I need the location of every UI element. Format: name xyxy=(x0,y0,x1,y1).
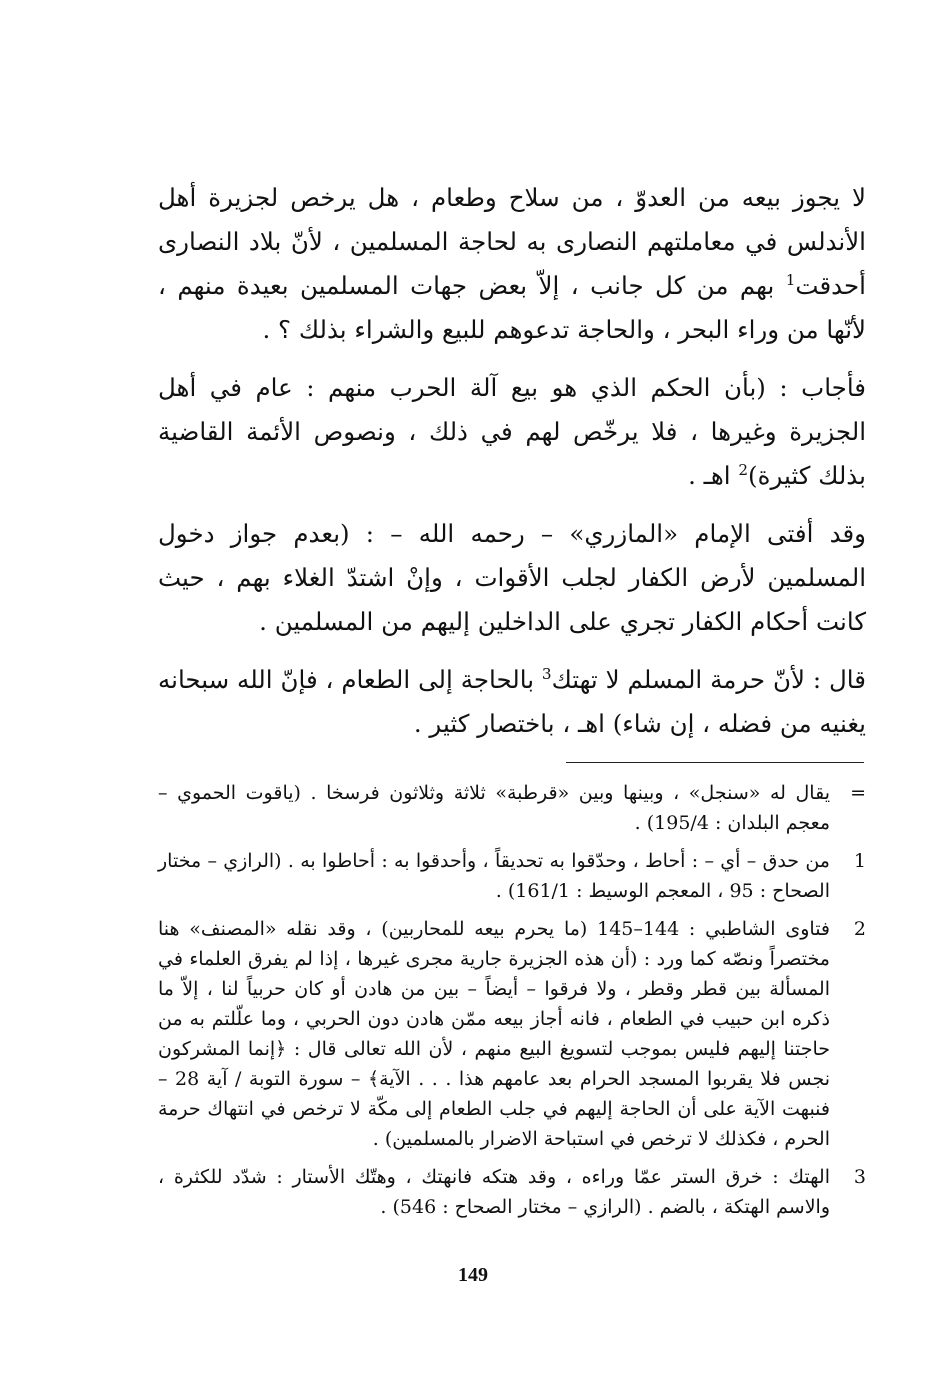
paragraph-2-text: فأجاب : (بأن الحكم الذي هو بيع آلة الحرب منهم : عام في أهل الجزيرة وغيرها ، فلا يرخّص لهم في ذلك ، ونصوص الأئمة القاضية بذلك كثيرة) xyxy=(158,373,866,490)
paragraph-2-text-cont: اهـ . xyxy=(688,461,739,490)
paragraph-1-text-cont: بهم من كل جانب ، إلاّ بعض جهات المسلمين بعيدة منهم ، لأنّها من وراء البحر ، والحاجة تدعوهم للبيع والشراء بذلك ؟ . xyxy=(158,271,866,344)
paragraph-2 xyxy=(158,366,866,498)
footnote-ref-2: 2 xyxy=(738,460,749,479)
footnote-1 xyxy=(158,846,866,906)
footnote-text: من حدق – أي – : أحاط ، وحدّقوا به تحديقاً ، وأحدقوا به : أحاطوا به . (الرازي – مختار الصحاح : 95 ، المعجم الوسيط : 161/1) . xyxy=(158,850,830,902)
footnote-text: يقال له «سنجل» ، وبينها وبين «قرطبة» ثلاثة وثلاثون فرسخا . (ياقوت الحموي – معجم البلدان : 195/4) . xyxy=(158,782,830,834)
paragraph-4-text-cont: بالحاجة إلى الطعام ، فإنّ الله سبحانه يغنيه من فضله ، إن شاء) اهـ ، باختصار كثير . xyxy=(158,665,866,738)
paragraph-3 xyxy=(158,512,866,644)
page-number: 149 xyxy=(458,1264,488,1286)
footnote-3 xyxy=(158,1162,866,1222)
main-text xyxy=(158,176,866,760)
footnote-ref-3: 3 xyxy=(541,664,552,683)
footnote-mark: 2 xyxy=(853,918,866,940)
footnote-mark: 1 xyxy=(853,850,866,872)
footnote-mark: 3 xyxy=(853,1166,866,1188)
footnote-ref-1: 1 xyxy=(785,270,796,289)
paragraph-3-text: وقد أفتى الإمام «المازري» – رحمه الله – : (بعدم جواز دخول المسلمين لأرض الكفار لجلب الأقوات ، وإنْ اشتدّ الغلاء بهم ، حيث كانت أحكام الكفار تجري على الداخلين إليهم من المسلمين . xyxy=(158,519,866,636)
footnote-2 xyxy=(158,914,866,1154)
footnote-text: فتاوى الشاطبي : 144–145 (ما يحرم بيعه للمحاربين) ، وقد نقله «المصنف» هنا مختصراً ونصّه كما ورد : (أن هذه الجزيرة جارية مجرى غيرها ، إذا لم يفرق العلماء في المسألة بين قطر وقطر ، ولا فرقوا – أيضاً – بين من هادن أو كان حربياً لنا ، إلاّ ما ذكره ابن حبيب في الطعام ، فانه أجاز بيعه ممّن هادن دون الحربي ، وما علّلتم به من حاجتنا إليهم فليس بموجب لتسويغ البيع منهم ، لأن الله تعالى قال : ﴿إنما المشركون نجس فلا يقربوا المسجد الحرام بعد عامهم هذا . . . الآية﴾ – سورة التوبة / آية 28 – فنبهت الآية على أن الحاجة إليهم في جلب الطعام إلى مكّة لا ترخص في انتهاك حرمة الحرم ، فكذلك لا ترخص في استباحة الاضرار بالمسلمين) . xyxy=(158,918,831,1150)
footnote-separator xyxy=(566,762,864,763)
footnote-continued xyxy=(158,778,866,838)
paragraph-4-text: قال : لأنّ حرمة المسلم لا تهتك xyxy=(551,665,866,694)
footnotes xyxy=(158,778,866,1230)
paragraph-1 xyxy=(158,176,866,352)
footnote-text: الهتك : خرق الستر عمّا وراءه ، وقد هتكه فانهتك ، وهتّك الأستار : شدّد للكثرة ، والاسم الهتكة ، بالضم . (الرازي – مختار الصحاح : 546) . xyxy=(158,1166,830,1218)
paragraph-4 xyxy=(158,658,866,746)
paragraph-1-text: لا يجوز بيعه من العدوّ ، من سلاح وطعام ، هل يرخص لجزيرة أهل الأندلس في معاملتهم النصارى به لحاجة المسلمين ، لأنّ بلاد النصارى أحدقت xyxy=(158,183,866,300)
footnote-mark: = xyxy=(850,782,866,804)
